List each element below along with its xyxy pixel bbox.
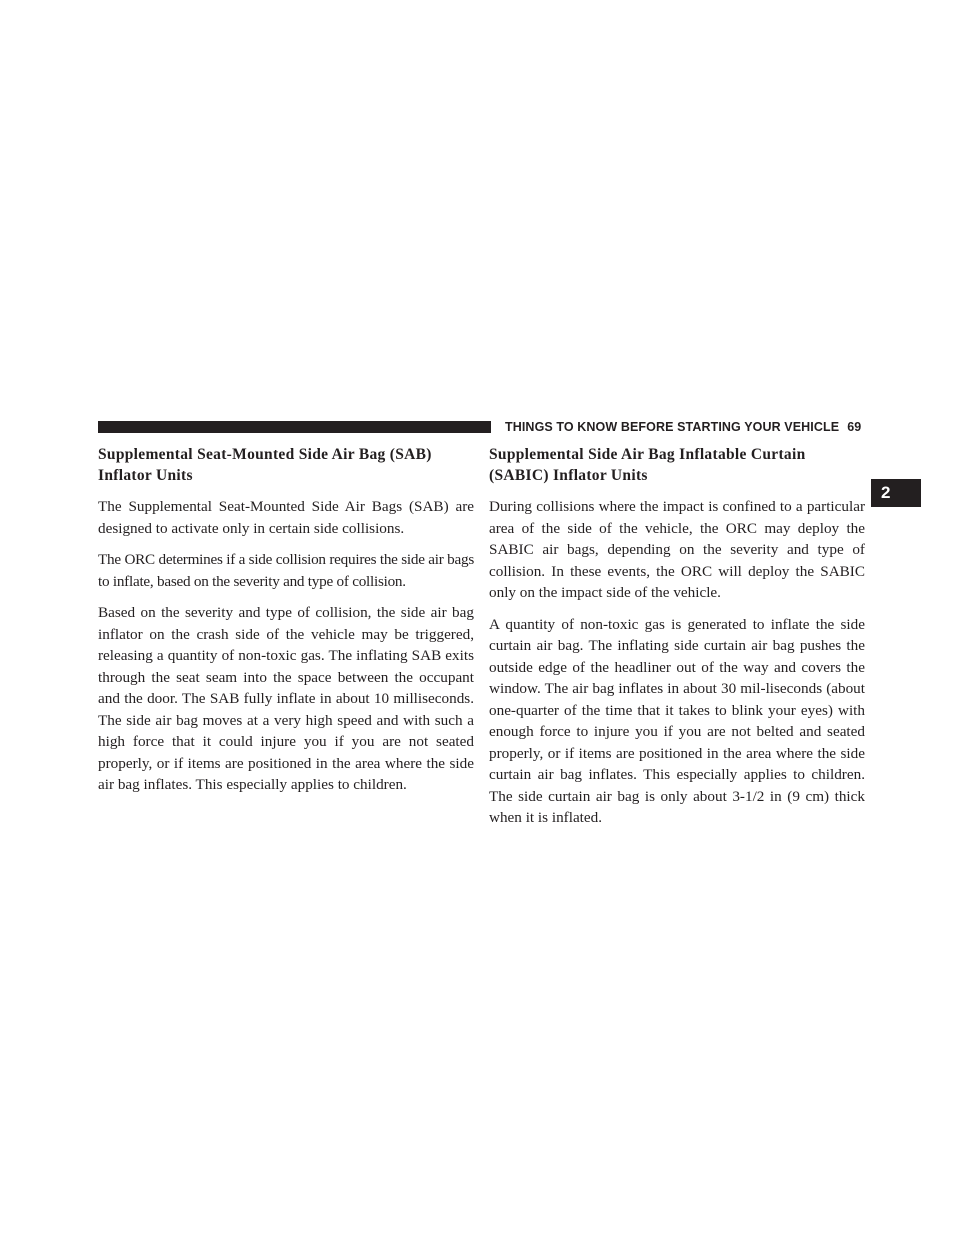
paragraph: A quantity of non-toxic gas is generated to inflate the side curtain air bag. The inflating side curtain air bag pushes the outside edge of the headliner out of the way and covers the window. The air bag inflates in about 30 mil-liseconds (about one-quarter of the time that it takes to blink your eyes) with enough force to injure you if you are not belted and seated properly, or if items are positioned in the area where the side curtain air bag inflates. This especially applies to children. The side curtain air bag is only about 3-1/2 in (9 cm) thick when it is inflated. — [489, 615, 865, 826]
section-title: THINGS TO KNOW BEFORE STARTING YOUR VEHICLE — [505, 420, 840, 434]
sabic-heading: Supplemental Side Air Bag Inflatable Curtain (SABIC) Inflator Units — [489, 446, 806, 484]
page-number: 69 — [847, 420, 862, 434]
sab-heading: Supplemental Seat-Mounted Side Air Bag (SAB) Inflator Units — [98, 446, 432, 484]
paragraph: The Supplemental Seat-Mounted Side Air Bags (SAB) are designed to activate only in certain side collisions. — [98, 498, 474, 537]
running-header — [505, 418, 865, 436]
right-column — [489, 444, 865, 839]
paragraph: The ORC determines if a side collision requires the side air bags to inflate, based on the severity and type of collision. — [98, 551, 474, 590]
left-column — [98, 444, 474, 806]
paragraph: Based on the severity and type of collision, the side air bag inflator on the crash side of the vehicle may be triggered, releasing a quantity of non-toxic gas. The inflating SAB exits through the seat seam into the space between the occupant and the door. The SAB fully inflate in about 10 milliseconds. The side air bag moves at a very high speed and with such a high force that it could injure you if you are not seated properly, or if items are positioned in the area where the side air bag inflates. This especially applies to children. — [98, 604, 474, 793]
header-rule — [98, 421, 491, 433]
chapter-tab: 2 — [871, 479, 921, 507]
paragraph: During collisions where the impact is confined to a particular area of the side of the vehicle, the ORC may deploy the SABIC air bags, depending on the severity and type of collision. In these events, the ORC will deploy the SABIC only on the impact side of the vehicle. — [489, 498, 865, 601]
